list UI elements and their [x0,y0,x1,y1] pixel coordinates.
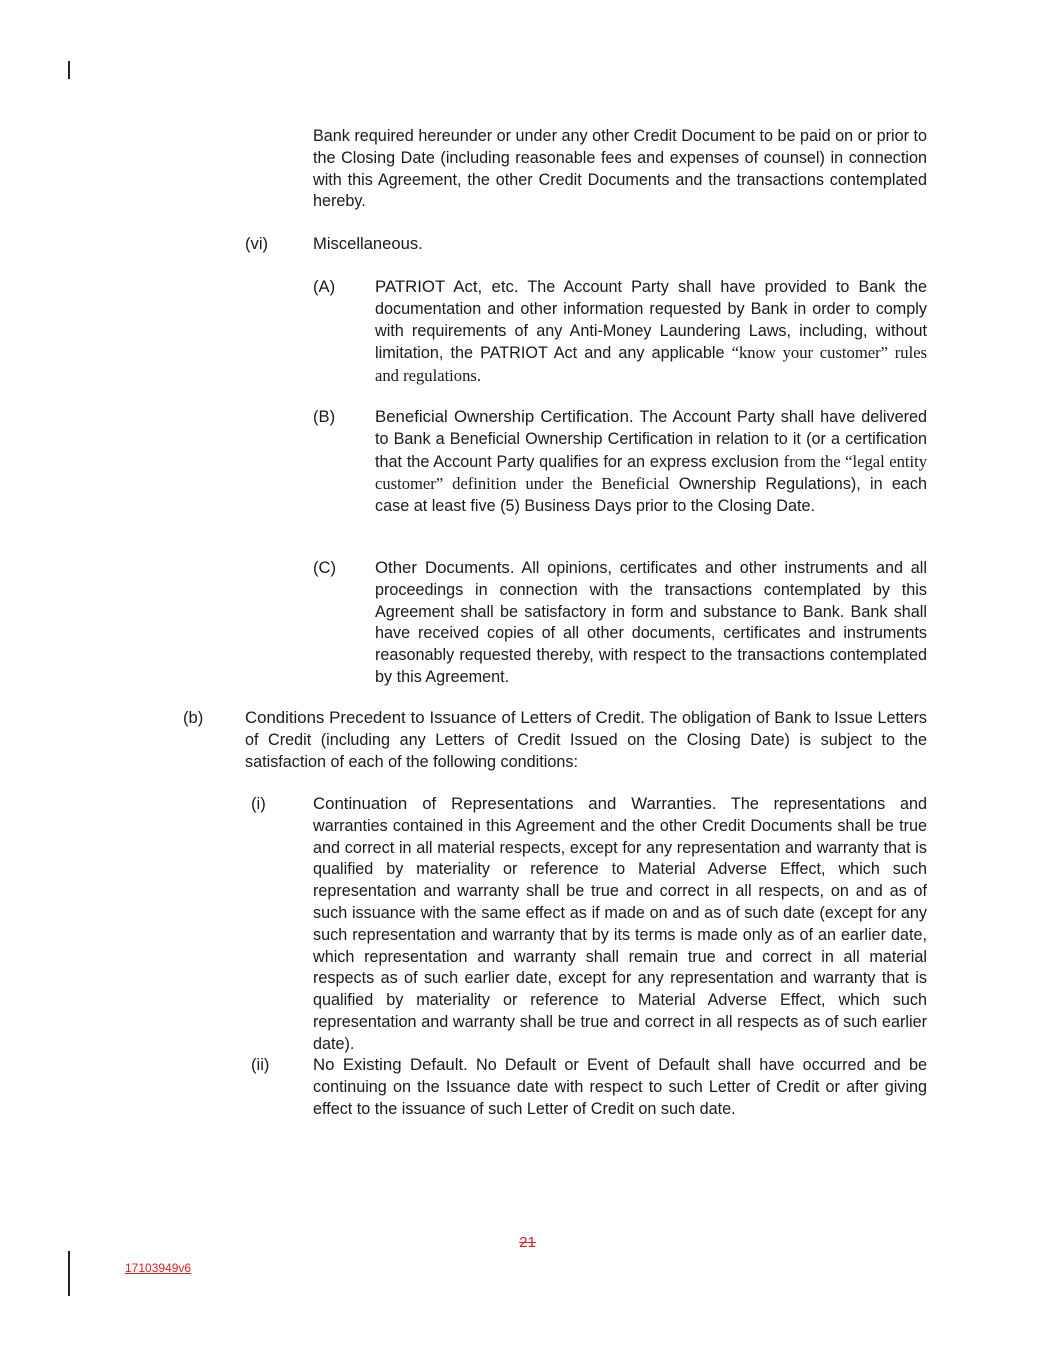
continuation-paragraph: Bank required hereunder or under any other Credit Document to be paid on or prior to the Closing Date (including reasonable fees and expenses of counsel) in connection with this Agreement, the other Credit Documents and the transactions contemplated hereby. [313,127,927,211]
change-bar-top [68,61,70,79]
item-ii-heading: No Existing Default. [313,1055,468,1074]
item-a-text-serif: “know your customer” rules and regulations. [375,343,928,386]
item-a-text: The Account Party shall have provided to Bank the documentation and other information requested by Bank in order to comply with requirements of any Anti-Money Laundering Laws, including, without limitation, the PATRIOT Act and any applicable [375,278,927,363]
item-i-text: The representations and warranties contained in this Agreement and the other Credit Documents shall be true and correct in all material respects, except for any representation and warranty that is qualified by materiality or reference to Material Adverse Effect, which such representation and warranty shall be true and correct in all respects, on and as of such issuance with the same effect as if made on and as of such date (except for any such representation and warranty that by its terms is made only as of an earlier date, which representation and warranty shall remain true and correct in all material respects as of such earlier date, except for any representation and warranty that is qualified by materiality or reference to Material Adverse Effect, which such representation and warranty shall be true and correct in all respects as of such earlier date). [313,795,928,1053]
item-b-text-end: Ownership Regulations), in each case at least five (5) Business Days prior to the Closing Date. [375,475,927,516]
item-b-heading: Beneficial Ownership Certification. [375,407,634,426]
item-ii-label: (ii) [251,1055,270,1074]
item-i-heading: Continuation of Representations and Warranties. [313,794,717,813]
page-number: 21 [519,1234,536,1251]
item-i-label: (i) [251,794,266,813]
item-c-text: All opinions, certificates and other instruments and all proceedings in connection with the transactions contemplated by this Agreement shall be satisfactory in form and substance to Bank. Bank shall have received copies of all other documents, certificates and instruments reasonably requested thereby, with respect to the transactions contemplated by this Agreement. [375,559,927,686]
item-a-paragraph [375,276,927,388]
section-b-text: The obligation of Bank to Issue Letters of Credit (including any Letters of Credit Issued on the Closing Date) is subject to the satisfaction of each of the following conditions: [245,709,927,771]
item-b-paragraph [375,406,927,518]
change-bar-bottom [68,1251,70,1296]
item-ii-paragraph [313,1054,927,1120]
section-b-heading: Conditions Precedent to Issuance of Letters of Credit. [245,708,645,727]
document-id: 17103949v6 [125,1261,192,1275]
item-c-paragraph [375,557,927,689]
item-i-paragraph [313,793,927,1056]
item-b-text-serif: from the “legal entity customer” definition under the Beneficial [375,451,927,494]
item-b-text: The Account Party shall have delivered to Bank a Beneficial Ownership Certification in relation to it (or a certification that the Account Party qualifies for an express exclusion [375,408,927,471]
section-b-paragraph [245,707,927,773]
item-a-heading: PATRIOT Act, etc. [375,277,519,296]
section-vi-label: (vi) [245,234,269,253]
item-c-heading: Other Documents. [375,558,515,577]
item-c-label: (C) [313,558,337,577]
section-b-label: (b) [183,708,204,727]
item-ii-text: No Default or Event of Default shall have occurred and be continuing on the Issuance date with respect to such Letter of Credit or after giving effect to the issuance of such Letter of Credit on such date. [313,1056,928,1118]
section-vi-title: Miscellaneous. [313,234,423,253]
item-a-label: (A) [313,277,336,296]
item-b-label: (B) [313,407,336,426]
